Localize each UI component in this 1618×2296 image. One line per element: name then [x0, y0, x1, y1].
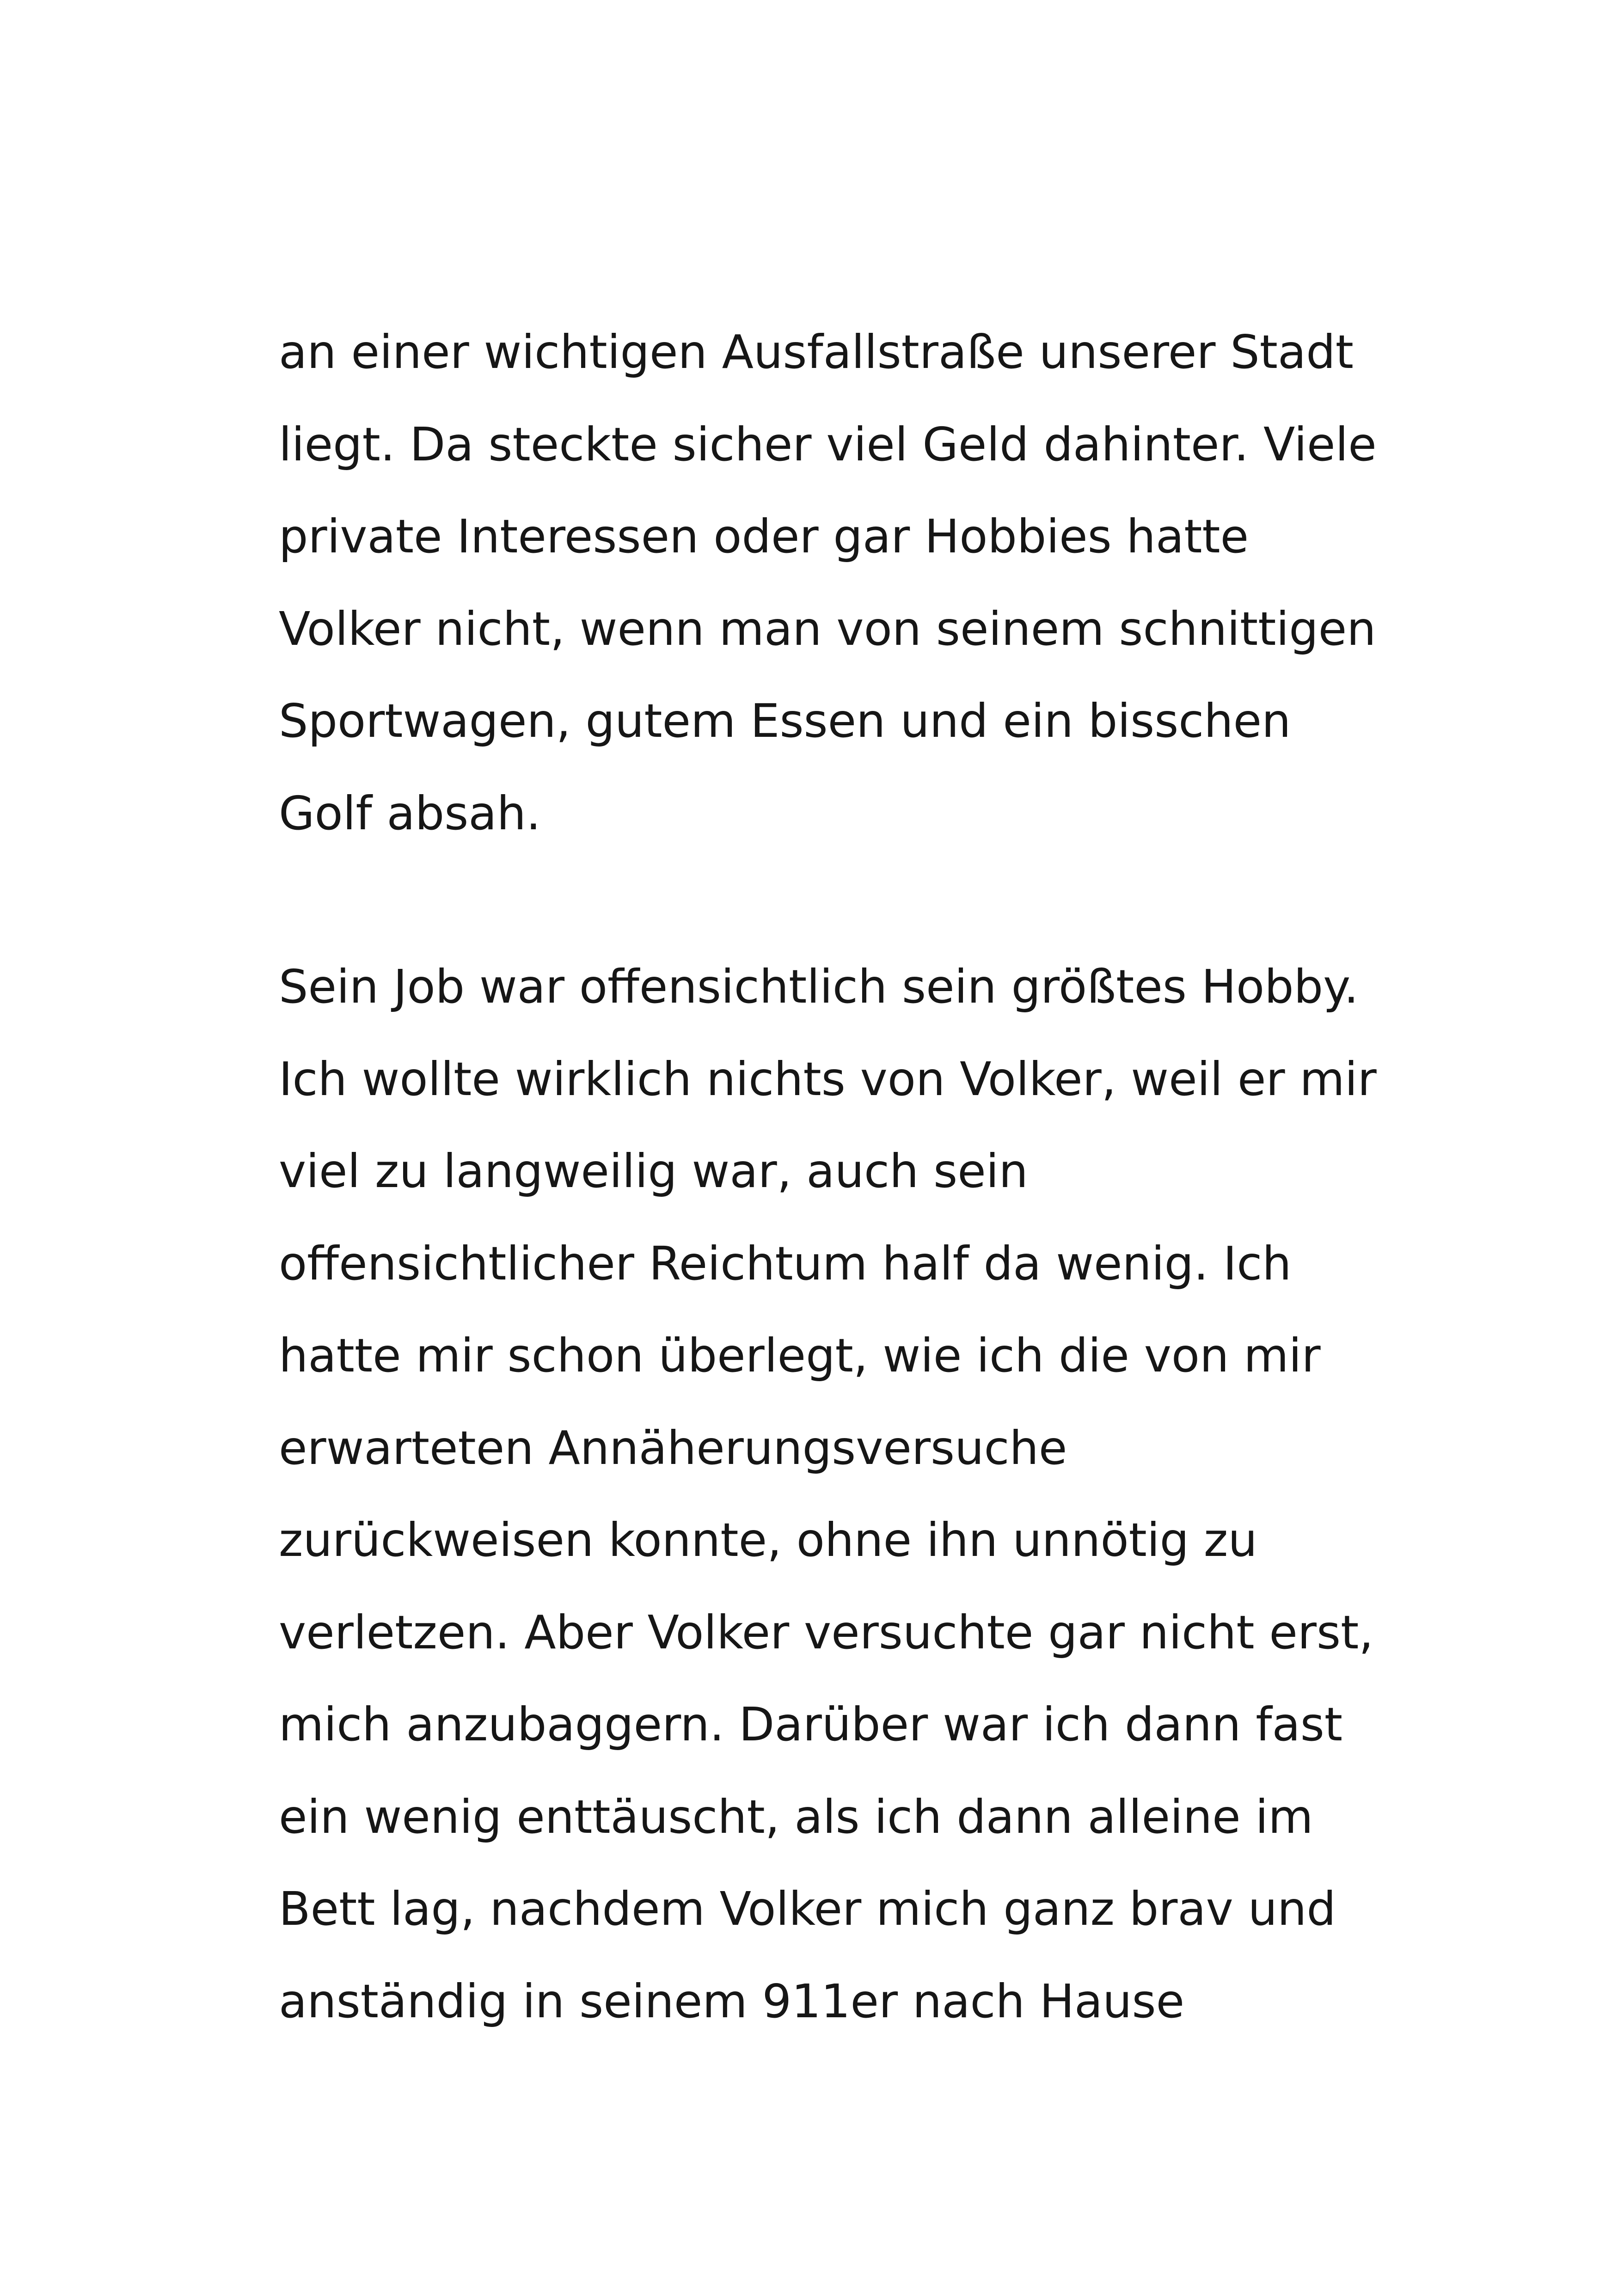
text-line: mich anzubaggern. Darüber war ich dann fast	[279, 1697, 1343, 1751]
text-line: Sein Job war offensichtlich sein größtes Hobby.	[279, 960, 1359, 1014]
text-line: Sportwagen, gutem Essen und ein bisschen	[279, 694, 1291, 748]
text-line: zurückweisen konnte, ohne ihn unnötig zu	[279, 1513, 1257, 1567]
text-line: offensichtlicher Reichtum half da wenig. Ich	[279, 1236, 1292, 1291]
text-line: an einer wichtigen Ausfallstraße unserer Stadt	[279, 325, 1354, 379]
text-line: viel zu langweilig war, auch sein	[279, 1144, 1028, 1198]
text-line: ein wenig enttäuscht, als ich dann alleine im	[279, 1789, 1313, 1844]
text-line: Bett lag, nachdem Volker mich ganz brav und	[279, 1882, 1336, 1936]
text-line: Golf absah.	[279, 786, 541, 840]
text-line: verletzen. Aber Volker versuchte gar nicht erst,	[279, 1605, 1374, 1659]
text-line: hatte mir schon überlegt, wie ich die von mir	[279, 1329, 1321, 1383]
text-line: Volker nicht, wenn man von seinem schnittigen	[279, 601, 1376, 656]
text-line: anständig in seinem 911er nach Hause	[279, 1974, 1185, 2028]
paragraph	[279, 941, 1388, 2047]
paragraph	[279, 306, 1388, 859]
text-line: Ich wollte wirklich nichts von Volker, weil er mir	[279, 1052, 1377, 1106]
text-line: liegt. Da steckte sicher viel Geld dahinter. Viele	[279, 417, 1377, 471]
text-line: private Interessen oder gar Hobbies hatte	[279, 509, 1249, 563]
text-line: erwarteten Annäherungsversuche	[279, 1420, 1067, 1475]
